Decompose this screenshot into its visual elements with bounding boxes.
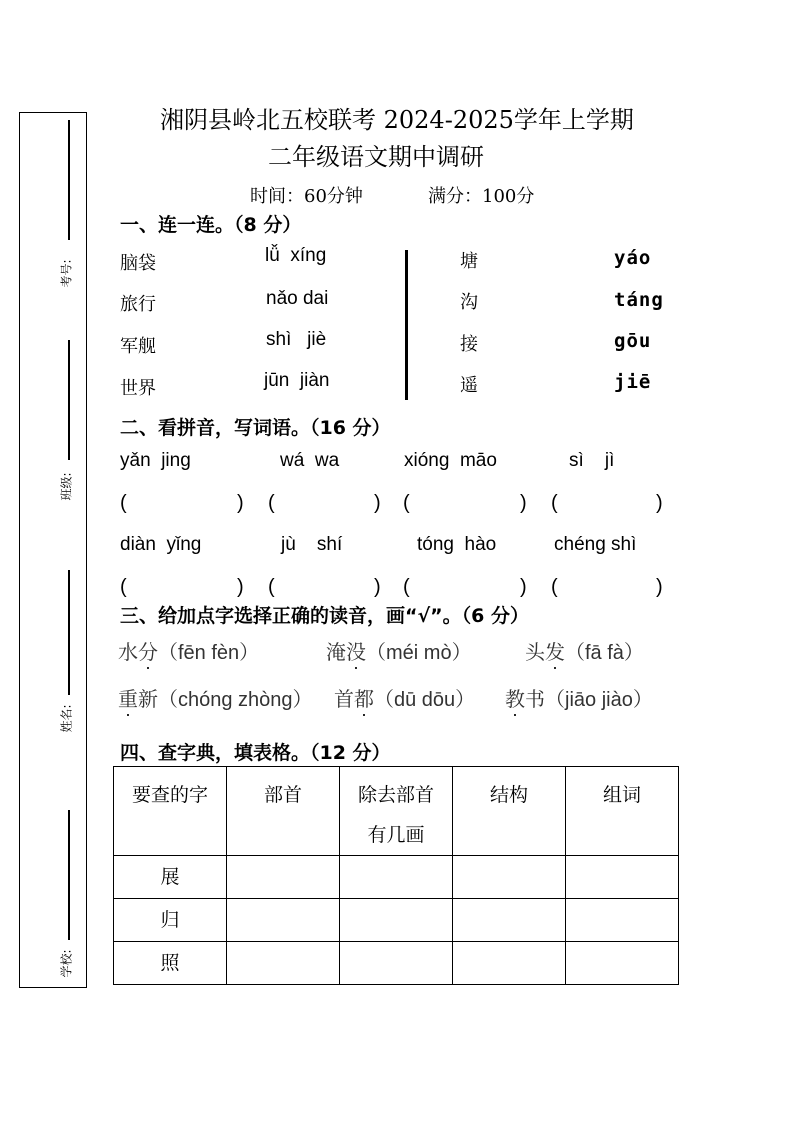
q1-char: 沟 (460, 292, 478, 313)
q3-char: 首 (334, 689, 354, 711)
q2-pinyin: diàn yǐng (120, 534, 202, 555)
col-header: 组词 (566, 767, 679, 856)
q1-word: 军舰 (120, 336, 156, 357)
answer-cell[interactable] (227, 856, 340, 899)
answer-cell[interactable] (453, 899, 566, 942)
answer-cell[interactable] (227, 942, 340, 985)
q3-item (326, 636, 472, 665)
answer-cell[interactable] (340, 942, 453, 985)
q1-char: 遥 (460, 375, 478, 396)
q3-options[interactable]: （jiāo jiào） (545, 689, 653, 711)
q2-heading: 二、看拼音，写词语。（16 分） (120, 417, 391, 439)
q3-char: 水 (118, 642, 138, 664)
answer-close: ) (374, 492, 381, 514)
q3-item (118, 683, 313, 712)
q4-heading: 四、查字典，填表格。（12 分） (120, 742, 391, 764)
answer-open[interactable]: ( (551, 576, 558, 598)
answer-cell[interactable] (566, 856, 679, 899)
exam-score: 满分：100分 (428, 186, 535, 207)
answer-cell[interactable] (453, 942, 566, 985)
answer-open[interactable]: ( (268, 492, 275, 514)
col-header (340, 767, 453, 856)
answer-cell[interactable] (340, 899, 453, 942)
answer-close: ) (374, 576, 381, 598)
q1-char: 接 (460, 334, 478, 355)
lookup-char: 照 (114, 942, 227, 985)
table-row (114, 856, 679, 899)
answer-open[interactable]: ( (120, 492, 127, 514)
q1-pinyin: shì jiè (266, 329, 327, 350)
answer-cell[interactable] (227, 899, 340, 942)
col-header-line: 有几画 (367, 824, 425, 846)
q2-pinyin: sì jì (569, 450, 615, 471)
kaohao-line (68, 120, 70, 240)
answer-open[interactable]: ( (403, 492, 410, 514)
q3-char: 新 (138, 689, 158, 711)
xingming-line (68, 570, 70, 695)
q1-char-pinyin: gōu (614, 330, 652, 352)
table-row (114, 899, 679, 942)
q3-item (505, 683, 653, 712)
banji-label: 班级: (59, 472, 74, 501)
q3-options[interactable]: （méi mò） (366, 642, 472, 664)
q3-char: 淹 (326, 642, 346, 664)
q3-options[interactable]: （dū dōu） (374, 689, 476, 711)
answer-close: ) (237, 492, 244, 514)
q1-char-pinyin: táng (614, 289, 664, 311)
q2-pinyin: jù shí (281, 534, 343, 555)
q2-pinyin: chéng shì (554, 534, 637, 555)
q3-dotted-char: 没 (346, 642, 366, 664)
answer-open[interactable]: ( (120, 576, 127, 598)
answer-open[interactable]: ( (268, 576, 275, 598)
page-title: 湘阴县岭北五校联考 2024-2025学年上学期 (160, 106, 634, 134)
answer-cell[interactable] (340, 856, 453, 899)
q2-pinyin: yǎn jing (120, 450, 191, 471)
answer-close: ) (520, 576, 527, 598)
answer-close: ) (656, 492, 663, 514)
q3-heading: 三、给加点字选择正确的读音，画“√”。（6 分） (120, 605, 529, 627)
kaohao-label: 考号: (59, 259, 74, 288)
dictionary-table (113, 766, 679, 985)
q3-item (118, 636, 259, 665)
q3-dotted-char: 教 (505, 689, 525, 711)
lookup-char: 展 (114, 856, 227, 899)
q3-options[interactable]: （fā fà） (565, 642, 644, 664)
table-row (114, 942, 679, 985)
answer-cell[interactable] (453, 856, 566, 899)
xuexiao-line (68, 810, 70, 940)
answer-cell[interactable] (566, 899, 679, 942)
lookup-char: 归 (114, 899, 227, 942)
page-subtitle: 二年级语文期中调研 (268, 143, 484, 171)
q2-pinyin: wá wa (280, 450, 340, 471)
q1-char: 塘 (460, 251, 478, 272)
q1-word: 脑袋 (120, 253, 156, 274)
col-header-line: 除去部首 (357, 784, 434, 806)
exam-time: 时间：60分钟 (250, 186, 363, 207)
q1-char-pinyin: yáo (614, 247, 652, 269)
q3-dotted-char: 都 (354, 689, 374, 711)
q3-dotted-char: 分 (138, 642, 158, 664)
q3-options[interactable]: （chóng zhòng） (158, 689, 313, 711)
col-header: 要查的字 (114, 767, 227, 856)
q3-item (334, 683, 475, 712)
q1-pinyin: nǎo dai (266, 288, 329, 309)
table-header-row (114, 767, 679, 856)
answer-close: ) (520, 492, 527, 514)
col-header: 部首 (227, 767, 340, 856)
q3-dotted-char: 发 (545, 642, 565, 664)
banji-line (68, 340, 70, 460)
xingming-label: 姓名: (59, 704, 74, 733)
answer-cell[interactable] (566, 942, 679, 985)
binding-strip (19, 112, 87, 988)
q3-options[interactable]: （fēn fèn） (158, 642, 260, 664)
xuexiao-label: 学校: (59, 949, 74, 978)
col-header: 结构 (453, 767, 566, 856)
q1-char-pinyin: jiē (614, 371, 652, 393)
q1-word: 世界 (120, 378, 156, 399)
q1-word: 旅行 (120, 294, 156, 315)
answer-close: ) (237, 576, 244, 598)
q1-pinyin: lǚ xíng (265, 245, 327, 266)
q1-divider (405, 250, 408, 400)
answer-close: ) (656, 576, 663, 598)
q2-pinyin: xióng māo (404, 450, 497, 471)
q1-heading: 一、连一连。（8 分） (120, 214, 302, 236)
q3-dotted-char: 重 (118, 689, 138, 711)
q3-char: 书 (525, 689, 545, 711)
q3-item (525, 636, 644, 665)
q3-char: 头 (525, 642, 545, 664)
answer-open[interactable]: ( (551, 492, 558, 514)
q1-pinyin: jūn jiàn (264, 370, 330, 391)
answer-open[interactable]: ( (403, 576, 410, 598)
q2-pinyin: tóng hào (417, 534, 497, 555)
